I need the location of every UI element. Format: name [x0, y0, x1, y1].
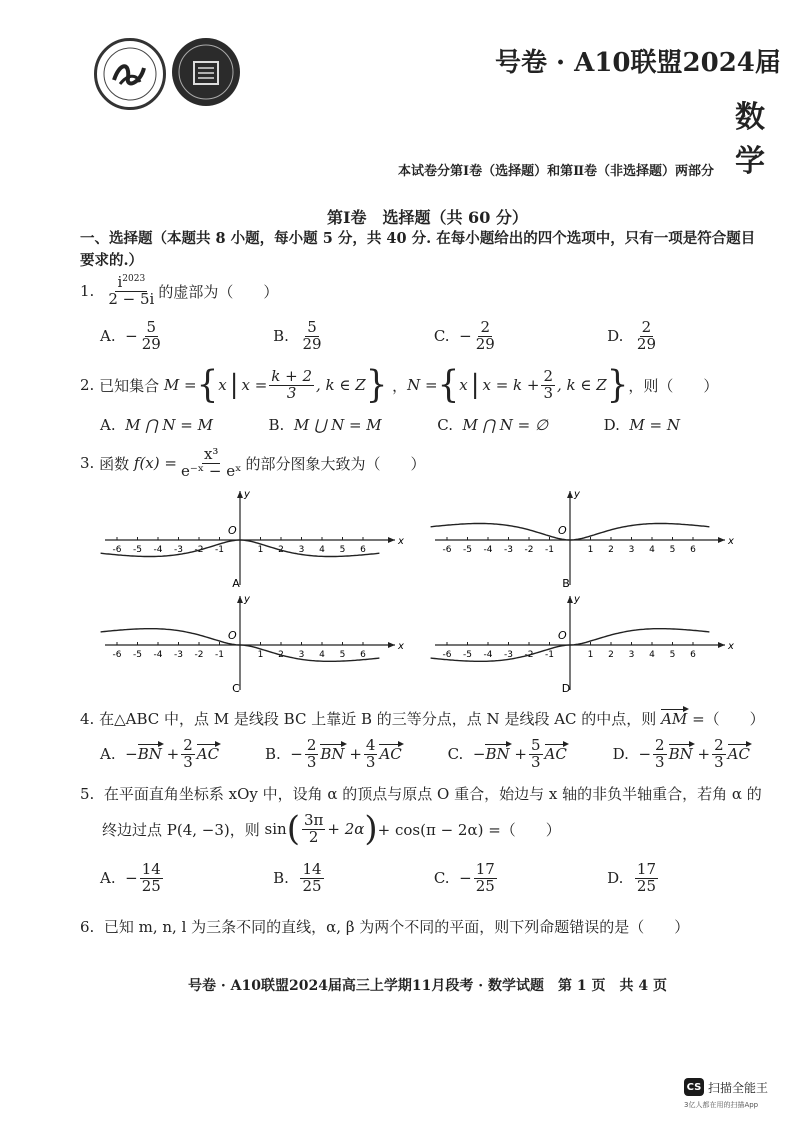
x-tick-label: 6 [690, 650, 696, 660]
question-number: 4. [80, 709, 95, 728]
q2-options [100, 416, 680, 434]
x-tick-label: 5 [669, 545, 676, 555]
x-tick-label: -5 [463, 650, 472, 660]
x-tick-label: 4 [319, 545, 325, 555]
q1-options [100, 320, 660, 353]
graph-b[interactable] [425, 485, 745, 590]
x-tick-label: -6 [442, 545, 452, 555]
question-number: 3. [80, 454, 95, 473]
x-tick-label: 5 [339, 545, 346, 555]
question-3: 3. 函数 f(x) = $\frac{\text{x³}}{\text{e⁻ˣ − eˣ}}$ 的部分图象大致为（ ） [80, 445, 426, 480]
x-tick-label: 5 [669, 650, 676, 660]
seal-logo-icon [100, 44, 160, 104]
question-number: 2. [80, 376, 95, 394]
exam-note: 本试卷分第Ⅰ卷（选择题）和第Ⅱ卷（非选择题）两部分 [398, 164, 715, 179]
x-axis-label: x [728, 536, 734, 547]
x-tick-label: -1 [215, 650, 224, 660]
x-tick-label: 2 [608, 650, 614, 660]
q5-options [100, 862, 660, 895]
x-tick-label: -1 [545, 650, 554, 660]
y-axis-label: y [244, 489, 250, 500]
x-tick-label: 1 [587, 545, 594, 555]
x-axis-arrow-icon [718, 642, 725, 648]
x-tick-label: 6 [360, 650, 366, 660]
x-axis-arrow-icon [388, 642, 395, 648]
option-c[interactable]: C. − $\frac{17}{25}$ [433, 860, 495, 895]
option-c[interactable]: C. − $\frac{2}{29}$ [433, 318, 495, 353]
x-tick-label: 1 [257, 545, 264, 555]
y-axis-label: y [574, 594, 580, 605]
origin-label: O [228, 524, 237, 537]
option-a[interactable]: A. − BN + $\frac{2}{3}$ AC [100, 736, 220, 771]
option-b[interactable]: B. M ⋃ N = M [268, 416, 382, 434]
option-d[interactable]: D. M = N [603, 416, 680, 434]
question-5-line-2: 终边过点 P(4, −3)，则 sin ( $\frac{3\pi}{2}$ + 2α ) + cos(π − 2α) =（ ） [102, 809, 561, 849]
option-c[interactable]: C. − BN + $\frac{5}{3}$ AC [447, 736, 567, 771]
graph-option-label: A [232, 577, 240, 590]
x-tick-label: 4 [649, 545, 655, 555]
x-tick-label: 3 [298, 650, 305, 660]
x-tick-label: 6 [690, 545, 696, 555]
x-tick-label: 2 [278, 545, 284, 555]
option-d[interactable]: D. $\frac{17}{25}$ [607, 860, 656, 895]
x-tick-label: -4 [153, 545, 163, 555]
option-c[interactable]: C. M ⋂ N = ∅ [437, 416, 549, 434]
x-tick-label: -3 [174, 650, 183, 660]
x-tick-label: 1 [257, 650, 264, 660]
origin-label: O [558, 629, 567, 642]
x-tick-label: 2 [278, 650, 284, 660]
question-5 [80, 783, 770, 804]
y-axis-label: y [244, 594, 250, 605]
x-axis-arrow-icon [388, 537, 395, 543]
x-tick-label: -5 [463, 545, 472, 555]
x-tick-label: 6 [360, 545, 366, 555]
x-tick-label: 3 [628, 650, 635, 660]
x-axis-label: x [398, 536, 404, 547]
question-6 [80, 916, 689, 937]
option-b[interactable]: B. − $\frac{2}{3}$ BN + $\frac{4}{3}$ AC [264, 736, 402, 771]
x-tick-label: 1 [587, 650, 594, 660]
y-axis-label: y [574, 489, 580, 500]
section-title: 第Ⅰ卷 选择题（共 60 分） [327, 208, 528, 227]
option-a[interactable]: A. − $\frac{5}{29}$ [100, 318, 161, 353]
option-b[interactable]: B. $\frac{14}{25}$ [273, 860, 322, 895]
graph-d[interactable] [425, 590, 745, 695]
x-tick-label: -4 [483, 650, 493, 660]
x-tick-label: -4 [483, 545, 493, 555]
education-logo-icon [176, 42, 236, 102]
x-axis-label: x [728, 641, 734, 652]
question-2: 2. 已知集合 M = { x | x = $\frac{k + 2}{3}$ , k ∈ Z } ， N = { x | x = k + $\frac{2}{3}$ , k ∈ Z } ，则（ ） [80, 363, 719, 407]
x-tick-label: -2 [194, 650, 204, 660]
x-tick-label: -5 [133, 650, 142, 660]
x-tick-label: -3 [504, 545, 513, 555]
y-axis-arrow-icon [237, 491, 243, 498]
graph-a[interactable] [95, 485, 415, 590]
x-tick-label: 2 [608, 545, 614, 555]
x-tick-label: -6 [112, 650, 122, 660]
option-a[interactable]: A. − $\frac{14}{25}$ [100, 860, 161, 895]
x-tick-label: -1 [215, 545, 224, 555]
scanner-watermark [684, 1078, 768, 1096]
x-tick-label: -2 [194, 545, 204, 555]
option-a[interactable]: A. M ⋂ N = M [100, 416, 213, 434]
question-number: 6. [80, 918, 95, 936]
x-tick-label: -6 [112, 545, 122, 555]
x-tick-label: -2 [524, 545, 534, 555]
school-seal-left [94, 38, 166, 110]
camscanner-logo-icon: CS [684, 1078, 704, 1096]
x-tick-label: -6 [442, 650, 452, 660]
education-seal-right [172, 38, 240, 106]
scanner-tagline: 3亿人都在用的扫描App [684, 1101, 759, 1109]
x-tick-label: -2 [524, 650, 534, 660]
question-text: 在平面直角坐标系 xOy 中，设角 α 的顶点与原点 O 重合，始边与 x 轴的非负半轴重合，若角 α 的 [103, 785, 762, 803]
graph-option-label: D [561, 682, 571, 695]
y-axis-arrow-icon [567, 491, 573, 498]
x-tick-label: 4 [649, 650, 655, 660]
x-tick-label: 3 [628, 545, 635, 555]
y-axis-arrow-icon [237, 596, 243, 603]
origin-label: O [558, 524, 567, 537]
x-tick-label: 5 [339, 650, 346, 660]
x-axis-label: x [398, 641, 404, 652]
option-d[interactable]: D. $\frac{2}{29}$ [607, 318, 656, 353]
section-instruction: 一、选择题（本题共 8 小题，每小题 5 分，共 40 分. 在每小题给出的四个选项中，只有一项是符合题目要求的.） [80, 230, 756, 269]
exam-title: 号卷 · A10联盟2024届 [495, 48, 781, 78]
question-text: 的虚部为（ ） [158, 282, 279, 301]
option-b[interactable]: B. $\frac{5}{29}$ [273, 318, 322, 353]
graph-option-label: B [562, 577, 570, 590]
question-1 [80, 275, 278, 308]
x-tick-label: 4 [319, 650, 325, 660]
question-number: 1. [80, 282, 95, 301]
option-d[interactable]: D. − $\frac{2}{3}$ BN + $\frac{2}{3}$ AC [612, 736, 750, 771]
x-tick-label: 3 [298, 545, 305, 555]
subject-title: 数学 [735, 100, 771, 179]
y-axis-arrow-icon [567, 596, 573, 603]
x-tick-label: -4 [153, 650, 163, 660]
graph-c[interactable] [95, 590, 415, 695]
q4-options [100, 738, 750, 771]
q1-fraction: $\frac{i^{2023}}{2 - 5i}$ [108, 273, 155, 308]
scanner-app-name: 扫描全能王 [708, 1080, 769, 1095]
page-footer: 号卷 · A10联盟2024届高三上学期11月段考 · 数学试题 第 1 页 共 4 页 [188, 978, 668, 994]
question-text: 已知 m, n, l 为三条不同的直线，α, β 为两个不同的平面，则下列命题错误的是（ ） [103, 918, 690, 936]
graph-option-label: C [232, 682, 240, 695]
x-tick-label: -3 [504, 650, 513, 660]
question-text: 在△ABC 中，点 M 是线段 BC 上靠近 B 的三等分点，点 N 是线段 AC 的中点，则 [99, 710, 657, 728]
question-number: 5. [80, 785, 95, 803]
origin-label: O [228, 629, 237, 642]
x-tick-label: -1 [545, 545, 554, 555]
question-4: 4. 在△ABC 中，点 M 是线段 BC 上靠近 B 的三等分点，点 N 是线段 AC 的中点，则 AM =（ ） [80, 709, 765, 728]
question-text: 已知集合 [99, 376, 160, 395]
x-axis-arrow-icon [718, 537, 725, 543]
x-tick-label: -3 [174, 545, 183, 555]
x-tick-label: -5 [133, 545, 142, 555]
